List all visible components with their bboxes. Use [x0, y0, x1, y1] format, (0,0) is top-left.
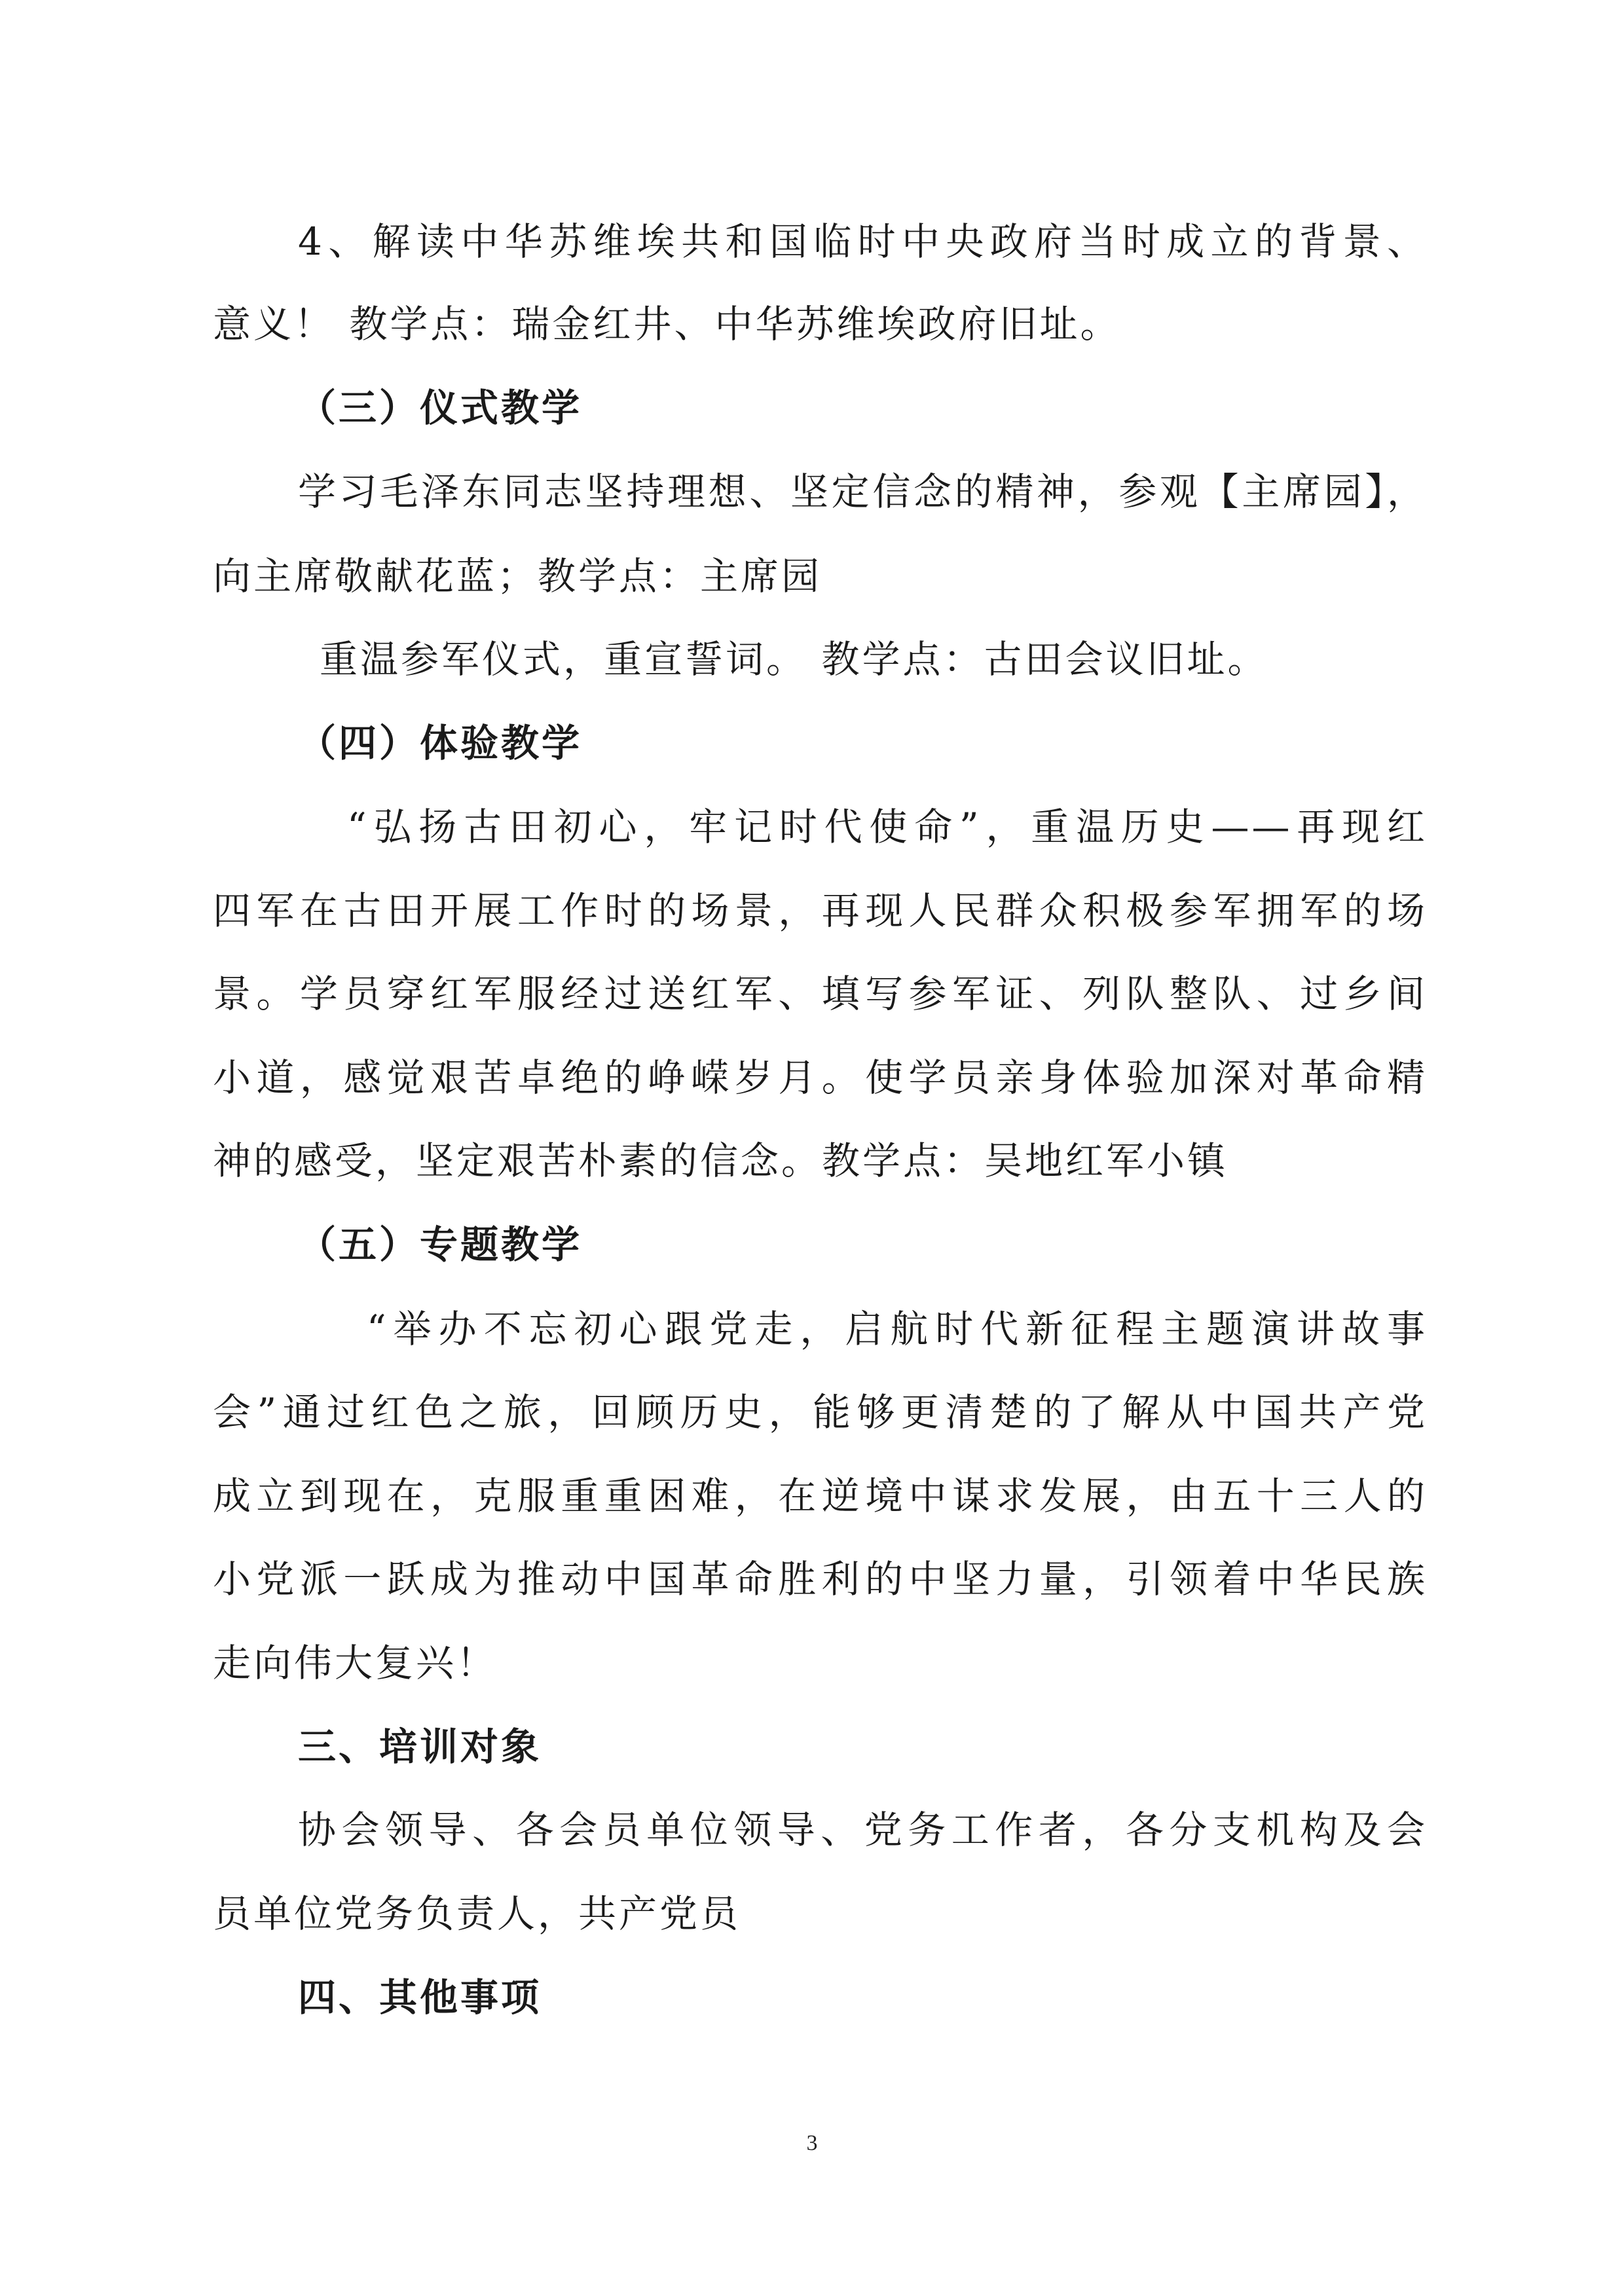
section-heading: （三）仪式教学	[298, 386, 583, 430]
text-line: 员单位党务负责人，共产党员	[213, 1891, 741, 1936]
text-line: 向主席敬献花蓝；教学点：主席园	[213, 554, 822, 598]
page-number: 3	[806, 2131, 818, 2155]
text-line: 4、解读中华苏维埃共和国临时中央政府当时成立的背景、	[298, 219, 1428, 264]
text-line: “举办不忘初心跟党走，启航时代新征程主题演讲故事	[367, 1307, 1428, 1351]
text-line: 意义！ 教学点：瑞金红井、中华苏维埃政府旧址。	[213, 302, 1121, 346]
text-line: 四军在古田开展工作时的场景，再现人民群众积极参军拥军的场	[213, 888, 1428, 933]
text-line: 走向伟大复兴！	[213, 1641, 498, 1685]
text-line: 协会领导、各会员单位领导、党务工作者，各分支机构及会	[298, 1808, 1428, 1852]
text-line: 会”通过红色之旅，回顾历史，能够更清楚的了解从中国共产党	[213, 1390, 1428, 1434]
section-heading: 三、培训对象	[298, 1724, 542, 1769]
text-line: “弘扬古田初心，牢记时代使命”，重温历史——再现红	[347, 805, 1428, 849]
text-line: 神的感受，坚定艰苦朴素的信念。教学点：吴地红军小镇	[213, 1139, 1228, 1183]
section-heading: （四）体验教学	[298, 721, 583, 765]
text-line: 重温参军仪式，重宣誓词。 教学点：古田会议旧址。	[320, 637, 1268, 682]
section-heading: 四、其他事项	[298, 1975, 542, 2020]
text-line: 景。学员穿红军服经过送红军、填写参军证、列队整队、过乡间	[213, 972, 1428, 1016]
text-line: 成立到现在，克服重重困难，在逆境中谋求发展，由五十三人的	[213, 1474, 1428, 1518]
section-heading: （五）专题教学	[298, 1222, 583, 1267]
text-line: 学习毛泽东同志坚持理想、坚定信念的精神，参观【主席园】，	[298, 469, 1428, 514]
text-line: 小党派一跃成为推动中国革命胜利的中坚力量，引领着中华民族	[213, 1557, 1428, 1601]
text-line: 小道，感觉艰苦卓绝的峥嵘岁月。使学员亲身体验加深对革命精	[213, 1055, 1428, 1100]
